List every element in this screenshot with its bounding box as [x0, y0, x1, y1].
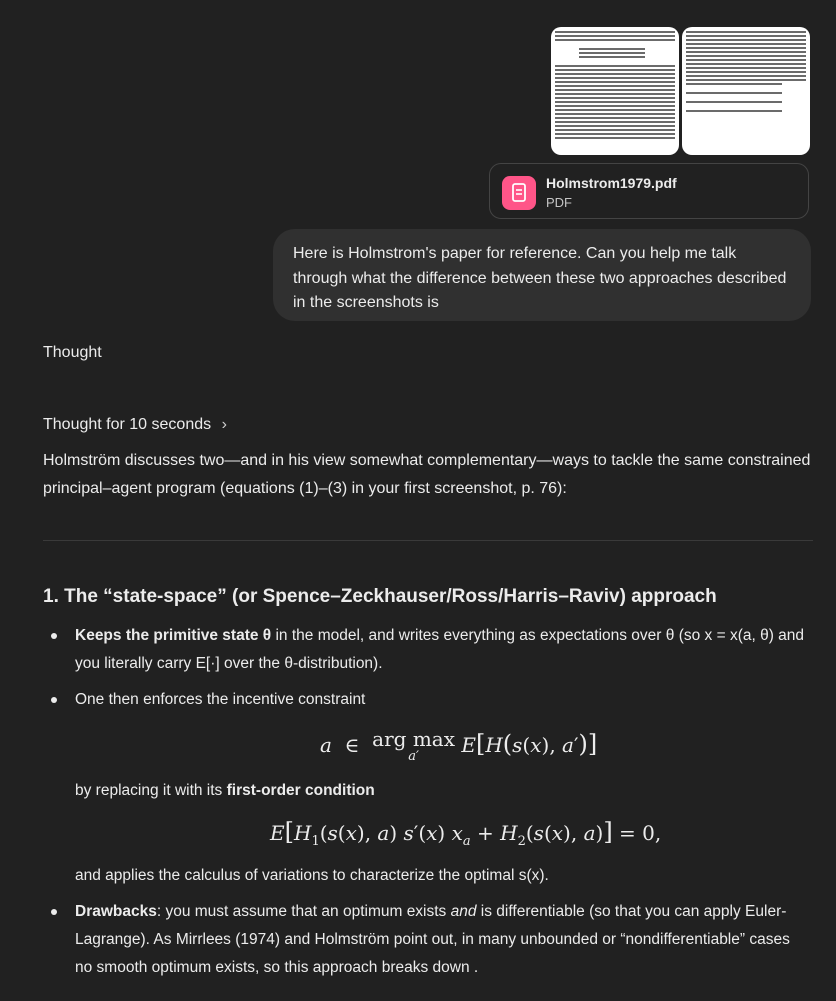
file-attachment[interactable]: [489, 163, 809, 219]
incentive-constraint-equation: a ∈ arg max a′ E[H(s(x), a′)]: [320, 727, 598, 764]
thought-label: Thought: [43, 344, 102, 361]
bullet-2-mid: [75, 777, 811, 805]
bullet-1-text: in the model, and writes everything as expectations over θ (so x = x(a, θ) and you literally carry E[·] over the θ-distribution).: [75, 627, 805, 672]
bullet-3-bold: Drawbacks: [75, 903, 157, 920]
document-icon: [502, 176, 536, 210]
bullet-2-mid-text: by replacing it with its: [75, 782, 227, 799]
bullet-3-text-2: is differentiable (so that you can apply Euler-Lagrange). As Mirrlees (1974) and Holmström point out, in many unbounded or “nondifferentiable” cases no smooth optimum exists, so this approach breaks down .: [75, 903, 790, 976]
bullet-2-after: and applies the calculus of variations to characterize the optimal s(x).: [75, 867, 549, 884]
bullet-1: [75, 622, 811, 678]
file-name: Holmstrom1979.pdf: [546, 175, 677, 191]
bullet-dot: [51, 909, 57, 915]
chevron-right-icon: ›: [221, 416, 227, 433]
bullet-3-emphasis: and: [450, 903, 477, 920]
thought-toggle[interactable]: [43, 416, 227, 434]
bullet-dot: [51, 633, 57, 639]
assistant-intro: Holmström discusses two—and in his view somewhat complementary—ways to tackle the same constrained principal–agent program (equations (1)–(3) in your first screenshot, p. 76):: [43, 452, 811, 497]
section-heading: 1. The “state-space” (or Spence–Zeckhauser/Ross/Harris–Raviv) approach: [43, 586, 717, 607]
first-order-condition-equation: $E[H_1(s(x)$, a) s′(x) $x_a + H_2(s(x)$, a)] = 0,: [270, 818, 662, 849]
screenshot-thumbnail-1[interactable]: [551, 27, 679, 155]
user-message: [273, 229, 811, 321]
file-type: PDF: [546, 195, 572, 210]
bullet-3: [75, 898, 811, 982]
bullet-1-bold: Keeps the primitive state θ: [75, 627, 272, 644]
bullet-2-mid-bold: first-order condition: [226, 782, 375, 799]
divider: [43, 540, 813, 541]
bullet-2-lead: One then enforces the incentive constraint: [75, 691, 366, 708]
bullet-3-text-1: : you must assume that an optimum exists: [156, 903, 451, 920]
screenshot-thumbnail-2[interactable]: [682, 27, 810, 155]
user-message-text: Here is Holmstrom's paper for reference. Can you help me talk through what the difference between these two approaches described in the screenshots is: [293, 245, 787, 311]
thought-toggle-label: Thought for 10 seconds: [43, 416, 212, 433]
bullet-dot: [51, 697, 57, 703]
